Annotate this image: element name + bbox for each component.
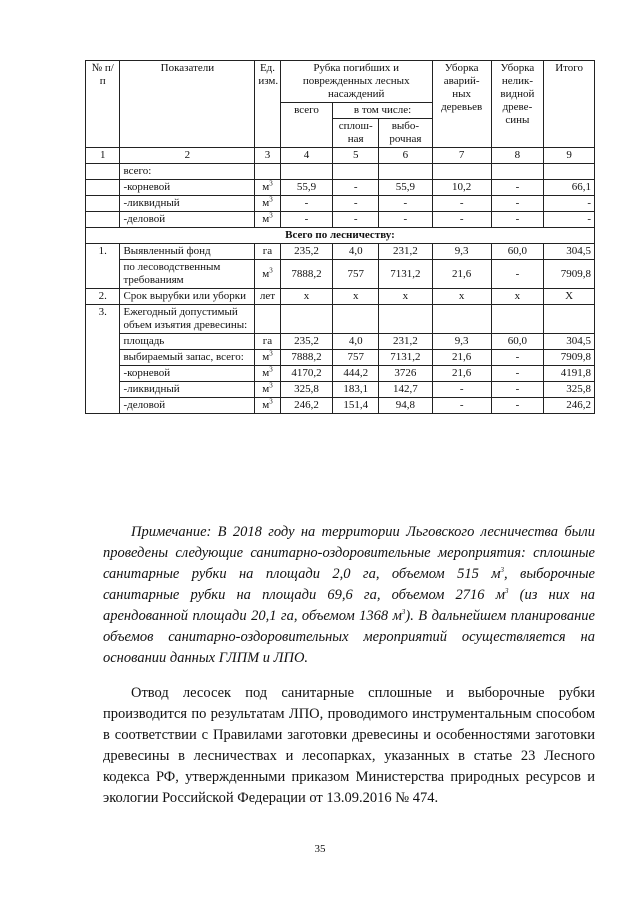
table-row xyxy=(86,398,595,414)
cell: - xyxy=(491,366,544,382)
cell: 4,0 xyxy=(333,334,379,350)
cell xyxy=(544,164,595,180)
header-clear-felling: сплош-ная xyxy=(333,119,379,148)
cell: 142,7 xyxy=(379,382,433,398)
cell: - xyxy=(432,212,491,228)
table-row xyxy=(86,164,595,180)
header-num: № п/п xyxy=(86,61,120,148)
table-row xyxy=(86,196,595,212)
row-label: -ликвидный xyxy=(120,196,255,212)
cell: 246,2 xyxy=(544,398,595,414)
cell: - xyxy=(491,382,544,398)
table-row xyxy=(86,366,595,382)
cell: x xyxy=(280,289,333,305)
cell: 231,2 xyxy=(379,334,433,350)
table-row xyxy=(86,289,595,305)
cell: 3726 xyxy=(379,366,433,382)
cell: - xyxy=(491,180,544,196)
row-label: -деловой xyxy=(120,212,255,228)
row-unit: $м^3$ xyxy=(255,350,280,366)
row-unit: лет xyxy=(255,289,280,305)
cell: - xyxy=(280,212,333,228)
row-label: Срок вырубки или уборки xyxy=(120,289,255,305)
page-number: 35 xyxy=(314,843,326,855)
row-label: выбираемый запас, всего: xyxy=(120,350,255,366)
cell: 55,9 xyxy=(280,180,333,196)
cell: x xyxy=(379,289,433,305)
cell: 304,5 xyxy=(544,334,595,350)
row-label: всего: xyxy=(120,164,255,180)
cell xyxy=(333,164,379,180)
cell: 10,2 xyxy=(432,180,491,196)
row-label: по лесоводственным требованиям xyxy=(120,260,255,289)
cell: 21,6 xyxy=(432,366,491,382)
cell: x xyxy=(491,289,544,305)
col-number: 3 xyxy=(255,148,280,164)
cell: 325,8 xyxy=(544,382,595,398)
cell: x xyxy=(333,289,379,305)
table-row xyxy=(86,180,595,196)
row-label: -корневой xyxy=(120,366,255,382)
cell xyxy=(280,164,333,180)
body-paragraph: Отвод лесосек под санитарные сплошные и выборочные рубки производится по результатам ЛПО, проводимого инструментальным способом в соответствии с Правилами заготовки древесины и особенностями заготовки древесины в лесничествах и лесопарках, указанных в статье 23 Лесного кодекса РФ, утвержденными приказом Министерства природных ресурсов и экологии Российской Федерации от 13.09.2016 № 474. xyxy=(103,685,595,806)
cell: - xyxy=(491,350,544,366)
row-number: 2. xyxy=(86,289,120,305)
row-unit: $м^3$ xyxy=(255,382,280,398)
cell xyxy=(491,164,544,180)
header-row-1 xyxy=(86,61,595,103)
cell: 325,8 xyxy=(280,382,333,398)
cell: - xyxy=(491,212,544,228)
cell: - xyxy=(379,212,433,228)
header-felling: Рубка погибших и поврежденных лесных насаждений xyxy=(280,61,432,103)
row-label: площадь xyxy=(120,334,255,350)
table-row xyxy=(86,260,595,289)
cell: 231,2 xyxy=(379,244,433,260)
cell: 7909,8 xyxy=(544,260,595,289)
column-number-row xyxy=(86,148,595,164)
cell: - xyxy=(333,180,379,196)
cell: - xyxy=(432,382,491,398)
row-unit: $м^3$ xyxy=(255,260,280,289)
col-number: 5 xyxy=(333,148,379,164)
row-number: 3. xyxy=(86,305,120,414)
cell xyxy=(432,164,491,180)
cell: 757 xyxy=(333,260,379,289)
forest-felling-table xyxy=(85,60,595,414)
cell: - xyxy=(432,398,491,414)
header-selective-felling: выбо-рочная xyxy=(379,119,433,148)
col-number: 2 xyxy=(120,148,255,164)
header-emergency-trees: Уборка аварий-ных деревьев xyxy=(432,61,491,148)
row-label: -деловой xyxy=(120,398,255,414)
row-label: -ликвидный xyxy=(120,382,255,398)
cell: 7888,2 xyxy=(280,350,333,366)
cell: - xyxy=(491,260,544,289)
header-unit: Ед. изм. xyxy=(255,61,280,148)
col-number: 8 xyxy=(491,148,544,164)
cell xyxy=(379,164,433,180)
col-number: 4 xyxy=(280,148,333,164)
col-number: 6 xyxy=(379,148,433,164)
col-number: 7 xyxy=(432,148,491,164)
cell: 7888,2 xyxy=(280,260,333,289)
col-number: 1 xyxy=(86,148,120,164)
cell: 9,3 xyxy=(432,334,491,350)
cell: 235,2 xyxy=(280,334,333,350)
section-title: Всего по лесничеству: xyxy=(86,228,595,244)
cell: 304,5 xyxy=(544,244,595,260)
table-row xyxy=(86,334,595,350)
section-row xyxy=(86,228,595,244)
cell: 151,4 xyxy=(333,398,379,414)
row-number: 1. xyxy=(86,244,120,289)
cell: 183,1 xyxy=(333,382,379,398)
cell: 21,6 xyxy=(432,350,491,366)
row-label: Выявленный фонд xyxy=(120,244,255,260)
row-label: -корневой xyxy=(120,180,255,196)
row-unit: га xyxy=(255,334,280,350)
cell: - xyxy=(491,398,544,414)
header-illiquid-wood: Уборка нелик-видной древе-сины xyxy=(491,61,544,148)
header-total: Итого xyxy=(544,61,595,148)
cell: - xyxy=(333,212,379,228)
cell: - xyxy=(491,196,544,212)
cell: - xyxy=(280,196,333,212)
row-label: Ежегодный допустимый объем изъятия древесины: xyxy=(120,305,255,334)
cell: 4170,2 xyxy=(280,366,333,382)
cell: - xyxy=(544,212,595,228)
cell: - xyxy=(544,196,595,212)
cell: 7131,2 xyxy=(379,350,433,366)
table-row xyxy=(86,244,595,260)
table-row xyxy=(86,212,595,228)
cell: 60,0 xyxy=(491,334,544,350)
note-paragraph: Примечание: В 2018 году на территории Льговского лесничества были проведены следующие санитарно-оздоровительные мероприятия: сплошные санитарные рубки на площади 2,0 га, объемом 515 $м^3$, выборочные санитарные рубки на площади 69,6 га, объемом 2716 $м^3$ (из них на арендованной площади 20,1 га, объемом 1368 $м^3$). В дальнейшем планирование объемов санитарно-оздоровительных мероприятий осуществляется на основании данных ГЛПМ и ЛПО. xyxy=(103,524,595,666)
cell: 4191,8 xyxy=(544,366,595,382)
cell: 55,9 xyxy=(379,180,433,196)
row-unit: га xyxy=(255,244,280,260)
cell: 9,3 xyxy=(432,244,491,260)
table-row xyxy=(86,305,595,334)
row-unit xyxy=(255,164,280,180)
cell: 7131,2 xyxy=(379,260,433,289)
cell: 7909,8 xyxy=(544,350,595,366)
row-unit: $м^3$ xyxy=(255,180,280,196)
row-unit: $м^3$ xyxy=(255,366,280,382)
row-unit: $м^3$ xyxy=(255,196,280,212)
cell: 235,2 xyxy=(280,244,333,260)
header-indicators: Показатели xyxy=(120,61,255,148)
row-unit: $м^3$ xyxy=(255,212,280,228)
header-felling-all: всего xyxy=(280,103,333,148)
table-row xyxy=(86,382,595,398)
cell: 4,0 xyxy=(333,244,379,260)
cell: - xyxy=(379,196,433,212)
cell: 444,2 xyxy=(333,366,379,382)
cell: 757 xyxy=(333,350,379,366)
cell: x xyxy=(432,289,491,305)
cell: - xyxy=(432,196,491,212)
cell: 60,0 xyxy=(491,244,544,260)
col-number: 9 xyxy=(544,148,595,164)
cell: 66,1 xyxy=(544,180,595,196)
row-unit: $м^3$ xyxy=(255,398,280,414)
header-including: в том числе: xyxy=(333,103,432,119)
cell: 246,2 xyxy=(280,398,333,414)
cell: 21,6 xyxy=(432,260,491,289)
table-row xyxy=(86,350,595,366)
cell: X xyxy=(544,289,595,305)
cell: - xyxy=(333,196,379,212)
cell: 94,8 xyxy=(379,398,433,414)
